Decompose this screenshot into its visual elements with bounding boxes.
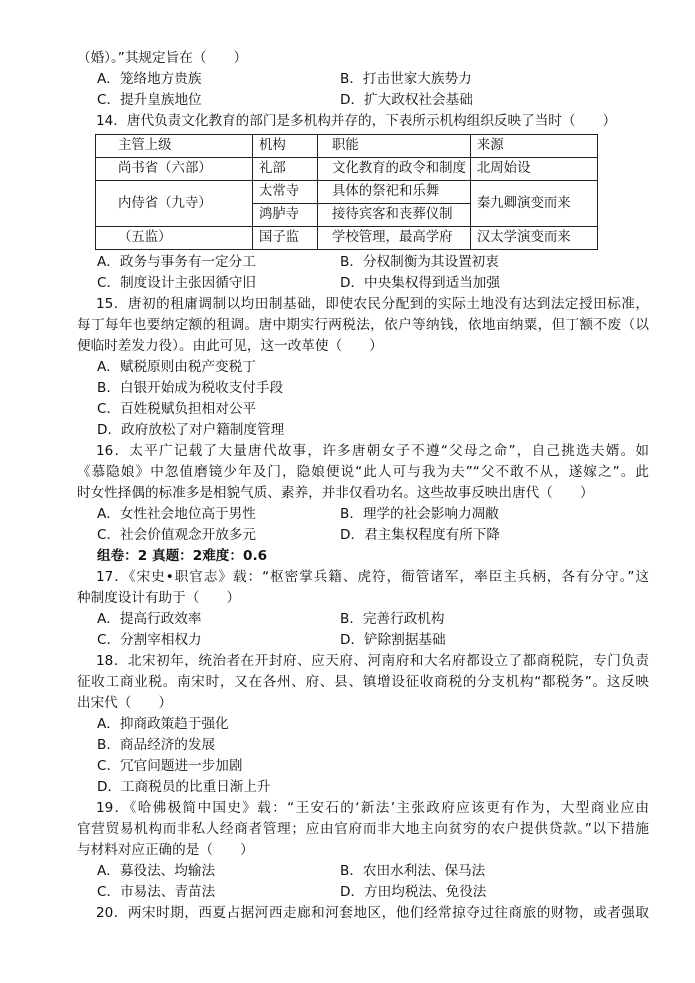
q18-option-b: B．商品经济的发展 [97, 737, 216, 753]
question-18-line-2: 征收工商业税。南宋时，又在各州、府、县、镇增设征收商税的分支机构“都税务”。这反映 [77, 674, 649, 690]
question-16-line-2: 《慕隐娘》中忽值磨镜少年及门，隐娘便说“此人可与我为夫”“父不敢不从，遂嫁之”。此 [77, 464, 649, 480]
q15-option-c: C．百姓税赋负担相对公平 [97, 401, 257, 417]
table-cell: （五监） [96, 227, 253, 250]
table-cell: 国子监 [253, 227, 318, 250]
q15-option-b: B．白银开始成为税收支付手段 [97, 380, 284, 396]
q13-option-c: C．提升皇族地位 [97, 92, 202, 108]
q17-option-a: A．提高行政效率 [97, 611, 202, 627]
table-cell: 主管上级 [96, 135, 253, 158]
q13-option-a: A．笼络地方贵族 [97, 71, 202, 87]
table-cell: 秦九卿演变而来 [470, 181, 597, 227]
q15-option-d: D．政府放松了对户籍制度管理 [97, 422, 285, 438]
q16-option-a: A．女性社会地位高于男性 [97, 506, 256, 522]
table-cell: 机构 [253, 135, 318, 158]
table-cell: 礼部 [253, 158, 318, 181]
q15-option-a: A．赋税原则由税产变税丁 [97, 359, 256, 375]
question-20-line-1: 20．两宋时期，西夏占据河西走廊和河套地区，他们经常掠夺过往商旅的财物，或者强取 [96, 905, 649, 921]
table-cell: 具体的祭祀和乐舞 [318, 181, 471, 204]
q19-option-c: C．市易法、青苗法 [97, 884, 216, 900]
table-cell: 学校管理，最高学府 [318, 227, 471, 250]
table-cell: 太常寺 [253, 181, 318, 204]
q16-option-d: D．君主集权程度有所下降 [340, 527, 500, 543]
q13-option-d: D．扩大政权社会基础 [340, 92, 473, 108]
table-cell: 来源 [470, 135, 597, 158]
q17-option-d: D．铲除割据基础 [340, 632, 446, 648]
table-row [96, 158, 598, 181]
q19-option-b: B．农田水利法、保马法 [340, 863, 486, 879]
q16-option-b: B．理学的社会影响力凋敝 [340, 506, 499, 522]
q14-option-d: D．中央集权得到适当加强 [340, 275, 500, 291]
question-19-line-3: 与材料对应正确的是（ ） [77, 842, 254, 858]
q14-option-b: B．分权制衡为其设置初衷 [340, 254, 499, 270]
question-16-line-3: 时女性择偶的标准多是相貌气质、素养，并非仅看功名。这些故事反映出唐代（ ） [77, 485, 594, 501]
table-cell: 尚书省（六部） [96, 158, 253, 181]
q14-option-c: C．制度设计主张因循守旧 [97, 275, 257, 291]
q18-option-a: A．抑商政策趋于强化 [97, 716, 229, 732]
table-cell: 鸿胪寺 [253, 204, 318, 227]
q18-option-d: D．工商税员的比重日渐上升 [97, 779, 271, 795]
table-cell: 汉太学演变而来 [470, 227, 597, 250]
q17-option-b: B．完善行政机构 [340, 611, 445, 627]
question-15-line-1: 15．唐初的租庸调制以均田制基础，即使农民分配到的实际土地没有达到法定授田标准， [96, 296, 649, 312]
q14-option-a: A．政务与事务有一定分工 [97, 254, 256, 270]
question-15-line-3: 便临时差发力役）。由此可见，这一改革使（ ） [77, 338, 383, 354]
table-cell: 北周始设 [470, 158, 597, 181]
question-15-line-2: 每丁每年也要纳定额的租调。唐中期实行两税法，依户等纳钱，依地亩纳粟，但丁额不废（以 [77, 317, 649, 333]
table-row [96, 227, 598, 250]
question-18-line-1: 18．北宋初年，统治者在开封府、应天府、河南府和大名府都设立了都商税院，专门负责 [96, 653, 649, 669]
question-17-line-2: 种制度设计有助于（ ） [77, 590, 241, 606]
question-14-stem: 14．唐代负责文化教育的部门是多机构并存的，下表所示机构组织反映了当时（ ） [96, 113, 617, 129]
table-row [96, 135, 598, 158]
question-17-line-1: 17．《宋史•职官志》载：“枢密掌兵籍、虎符，衙管诸军，率臣主兵柄，各有分守。”这 [96, 569, 649, 585]
q17-option-c: C．分割宰相权力 [97, 632, 202, 648]
institution-table [95, 134, 598, 250]
table-cell: 职能 [318, 135, 471, 158]
table-cell: 接待宾客和丧葬仪制 [318, 204, 471, 227]
question-13-tail: （婚）。”其规定旨在（ ） [77, 50, 248, 66]
question-19-line-1: 19．《哈佛极简中国史》载：“王安石的‘新法’主张政府应该更有作为，大型商业应由 [96, 800, 649, 816]
question-meta: 组卷：2 真题：2难度：0.6 [97, 548, 268, 564]
q18-option-c: C．冗官问题进一步加剧 [97, 758, 243, 774]
question-19-line-2: 官营贸易机构而非私人经商者管理；应由官府而非大地主向贫穷的农户提供贷款。”以下措施 [77, 821, 649, 837]
table-row [96, 181, 598, 204]
table-cell: 内侍省（九寺） [96, 181, 253, 227]
q13-option-b: B．打击世家大族势力 [340, 71, 472, 87]
table-cell: 文化教育的政令和制度 [318, 158, 471, 181]
q16-option-c: C．社会价值观念开放多元 [97, 527, 257, 543]
question-18-line-3: 出宋代（ ） [77, 695, 173, 711]
question-16-line-1: 16．太平广记载了大量唐代故事，许多唐朝女子不遵“父母之命”，自己挑选夫婿。如 [96, 443, 649, 459]
q19-option-a: A．募役法、均输法 [97, 863, 216, 879]
q19-option-d: D．方田均税法、免役法 [340, 884, 487, 900]
